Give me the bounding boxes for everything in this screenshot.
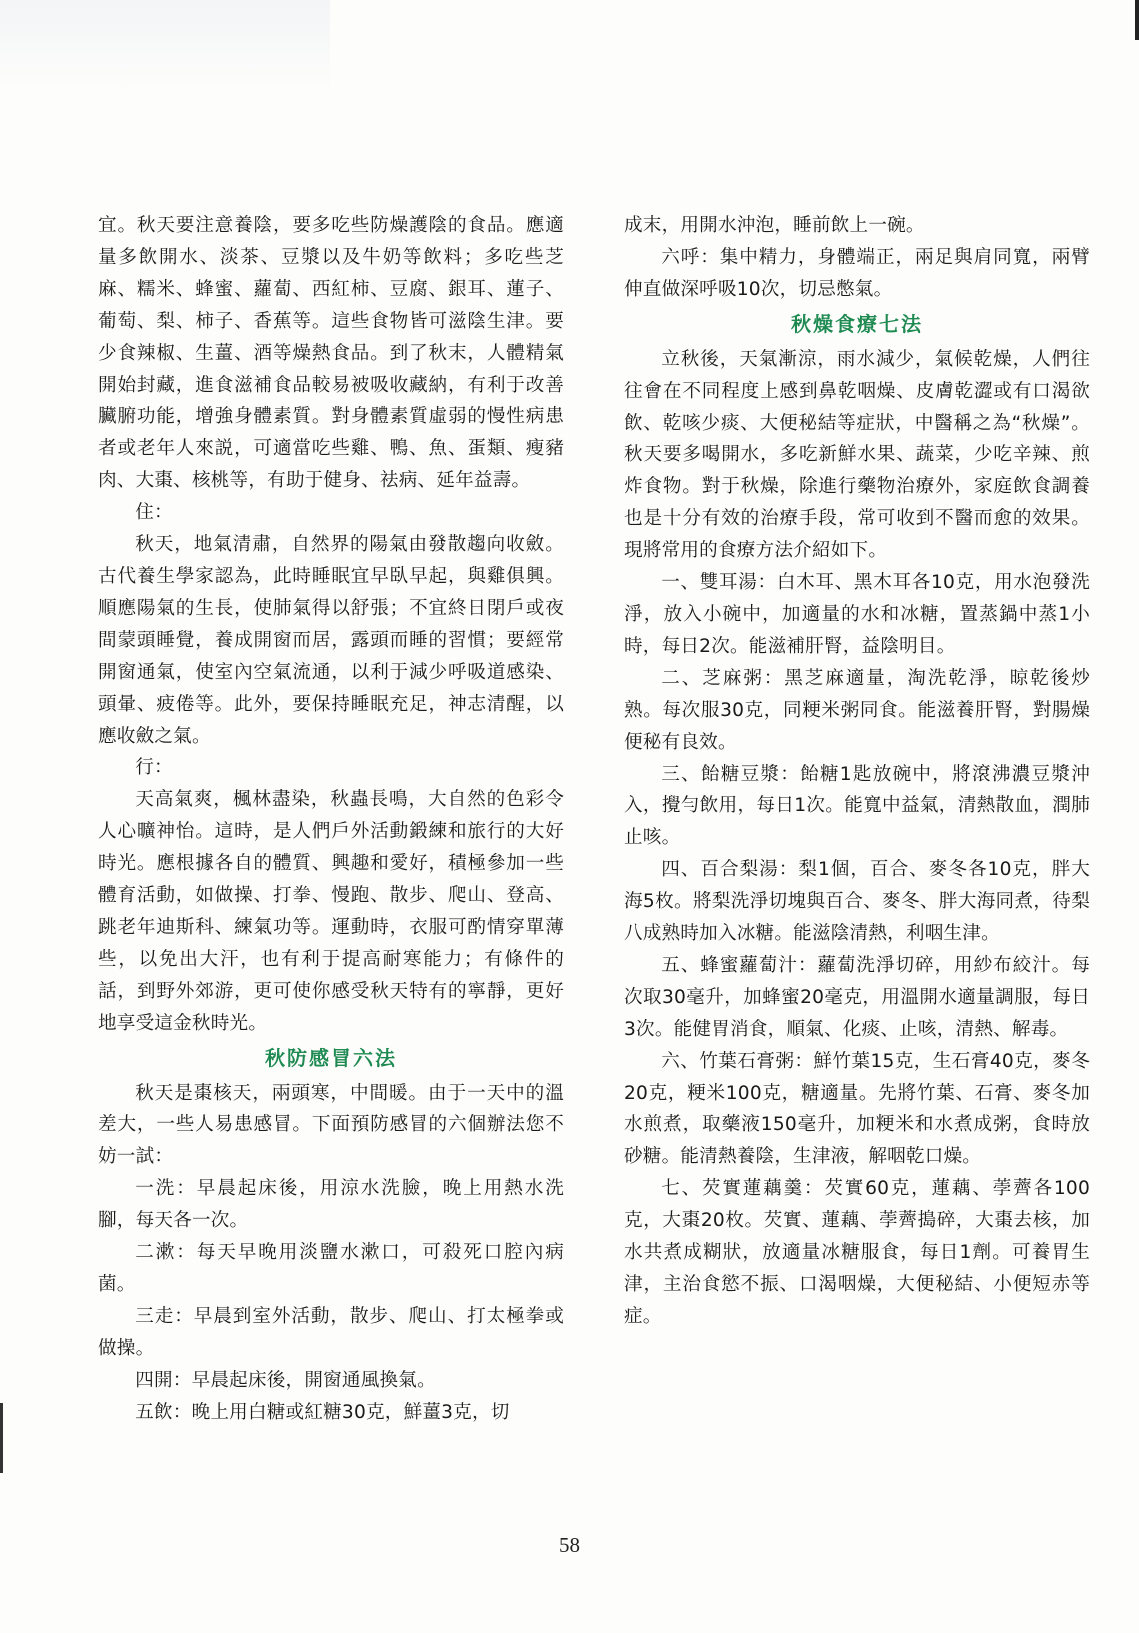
page-number: 58	[559, 1533, 580, 1557]
method-wash: 一洗：早晨起床後，用涼水洗臉，晚上用熱水洗腳，每天各一次。	[98, 1178, 564, 1232]
method-walk: 三走：早晨到室外活動，散步、爬山、打太極拳或做操。	[98, 1305, 564, 1359]
label-living: 住：	[135, 502, 173, 524]
method-breathe: 六呼：集中精力，身體端正，兩足與肩同寬，兩臂伸直做深呼吸10次，切忌憋氣。	[624, 246, 1090, 300]
method-drink-end: 成末，用開水沖泡，睡前飲上一碗。	[624, 215, 925, 236]
label-travel: 行：	[135, 757, 173, 779]
recipe-euryale-lotus-soup: 七、芡實蓮藕羹：芡實60克，蓮藕、荸薺各100克，大棗20枚。芡實、蓮藕、荸薺搗碎，大棗去核，加水共煮成糊狀，放適量冰糖服食，每日1劑。可養胃生津，主治食慾不振、口渴咽燥，大便秘結、小便短赤等症。	[624, 1178, 1090, 1327]
paragraph-diet-intro: 立秋後，天氣漸涼，雨水減少，氣候乾燥，人們往往會在不同程度上感到鼻乾咽燥、皮膚乾澀或有口渴欲飲、乾咳少痰、大便秘結等症狀，中醫稱之為“秋燥”。秋天要多喝開水，多吃新鮮水果、蔬菜，少吃辛辣、煎炸食物。對于秋燥，除進行藥物治療外，家庭飲食調養也是十分有效的治療手段，常可收到不醫而愈的效果。現將常用的食療方法介紹如下。	[624, 348, 1090, 562]
recipe-double-fungus-soup: 一、雙耳湯：白木耳、黑木耳各10克，用水泡發洗淨，放入小碗中，加適量的水和冰糖，置蒸鍋中蒸1小時，每日2次。能滋補肝腎，益陰明目。	[624, 572, 1090, 657]
recipe-lily-pear-soup: 四、百合梨湯：梨1個，百合、麥冬各10克，胖大海5枚。將梨洗淨切塊與百合、麥冬、胖大海同煮，待梨八成熟時加入冰糖。能滋陰清熱，利咽生津。	[624, 859, 1090, 945]
method-drink-start: 五飲：晚上用白糖或紅糖30克，鮮薑3克，切	[135, 1401, 510, 1423]
recipe-sesame-porridge: 二、芝麻粥：黑芝麻適量，淘洗乾淨，晾乾後炒熟。每次服30克，同粳米粥同食。能滋養肝腎，對腸燥便秘有良效。	[624, 667, 1090, 753]
recipe-honey-radish-juice: 五、蜂蜜蘿蔔汁：蘿蔔洗淨切碎，用紗布絞汁。每次取30毫升，加蜂蜜20毫克，用溫開水適量調服，每日3次。能健胃消食，順氣、化痰、止咳，清熱、解毒。	[624, 954, 1090, 1040]
paragraph-food-intro: 宜。秋天要注意養陰，要多吃些防燥護陰的食品。應適量多飲開水、淡茶、豆漿以及牛奶等飲料；多吃些芝麻、糯米、蜂蜜、蘿蔔、西紅柿、豆腐、銀耳、蓮子、葡萄、梨、柿子、香蕉等。這些食物皆可滋陰生津。要少食辣椒、生薑、酒等燥熱食品。到了秋末，人體精氣開始封藏，進食滋補食品較易被吸收藏納，有利于改善臟腑功能，增強身體素質。對身體素質虛弱的慢性病患者或老年人來説，可適當吃些雞、鴨、魚、蛋類、瘦豬肉、大棗、核桃等，有助于健身、祛病、延年益壽。	[98, 215, 564, 492]
paragraph-living: 秋天，地氣清肅，自然界的陽氣由發散趨向收斂。古代養生學家認為，此時睡眠宜早臥早起，與雞俱興。順應陽氣的生長，使肺氣得以舒張；不宜終日閉戶或夜間蒙頭睡覺，養成開窗而居，露頭而睡的習慣；要經常開窗通氣，使室內空氣流通，以利于減少呼吸道感染、頭暈、疲倦等。此外，要保持睡眠充足，神志清醒，以應收斂之氣。	[98, 534, 564, 747]
method-ventilate: 四開：早晨起床後，開窗通風換氣。	[135, 1369, 436, 1391]
heading-cold-prevention: 秋防感冒六法	[265, 1045, 397, 1070]
scan-edge-mark-left	[0, 1403, 3, 1473]
recipe-maltose-soymilk: 三、飴糖豆漿：飴糖1匙放碗中，將滾沸濃豆漿沖入，攪勻飲用，每日1次。能寬中益氣，清熱散血，潤肺止咳。	[624, 763, 1090, 849]
heading-diet-therapy: 秋燥食療七法	[791, 311, 923, 336]
paragraph-cold-intro: 秋天是棗核天，兩頭寒，中間暖。由于一天中的溫差大，一些人易患感冒。下面預防感冒的六個辦法您不妨一試：	[98, 1082, 564, 1168]
scan-artifact	[0, 0, 330, 90]
recipe-bamboo-gypsum-porridge: 六、竹葉石膏粥：鮮竹葉15克，生石膏40克，麥冬20克，粳米100克，糖適量。先將竹葉、石膏、麥冬加水煎煮，取藥液150毫升，加粳米和水煮成粥，食時放砂糖。能清熱養陰，生津液，解咽乾口燥。	[624, 1050, 1090, 1168]
left-column	[98, 210, 564, 1429]
scan-edge-mark	[1135, 0, 1139, 40]
paragraph-travel: 天高氣爽，楓林盡染，秋蟲長鳴，大自然的色彩令人心曠神怡。這時，是人們戶外活動鍛練和旅行的大好時光。應根據各自的體質、興趣和愛好，積極參加一些體育活動，如做操、打拳、慢跑、散步、爬山、登高、跳老年迪斯科、練氣功等。運動時，衣服可酌情穿單薄些，以免出大汗，也有利于提高耐寒能力；有條件的話，到野外郊游，更可使你感受秋天特有的寧靜，更好地享受這金秋時光。	[98, 789, 564, 1034]
method-rinse: 二漱：每天早晚用淡鹽水漱口，可殺死口腔內病菌。	[98, 1242, 564, 1295]
right-column	[624, 210, 1090, 1333]
